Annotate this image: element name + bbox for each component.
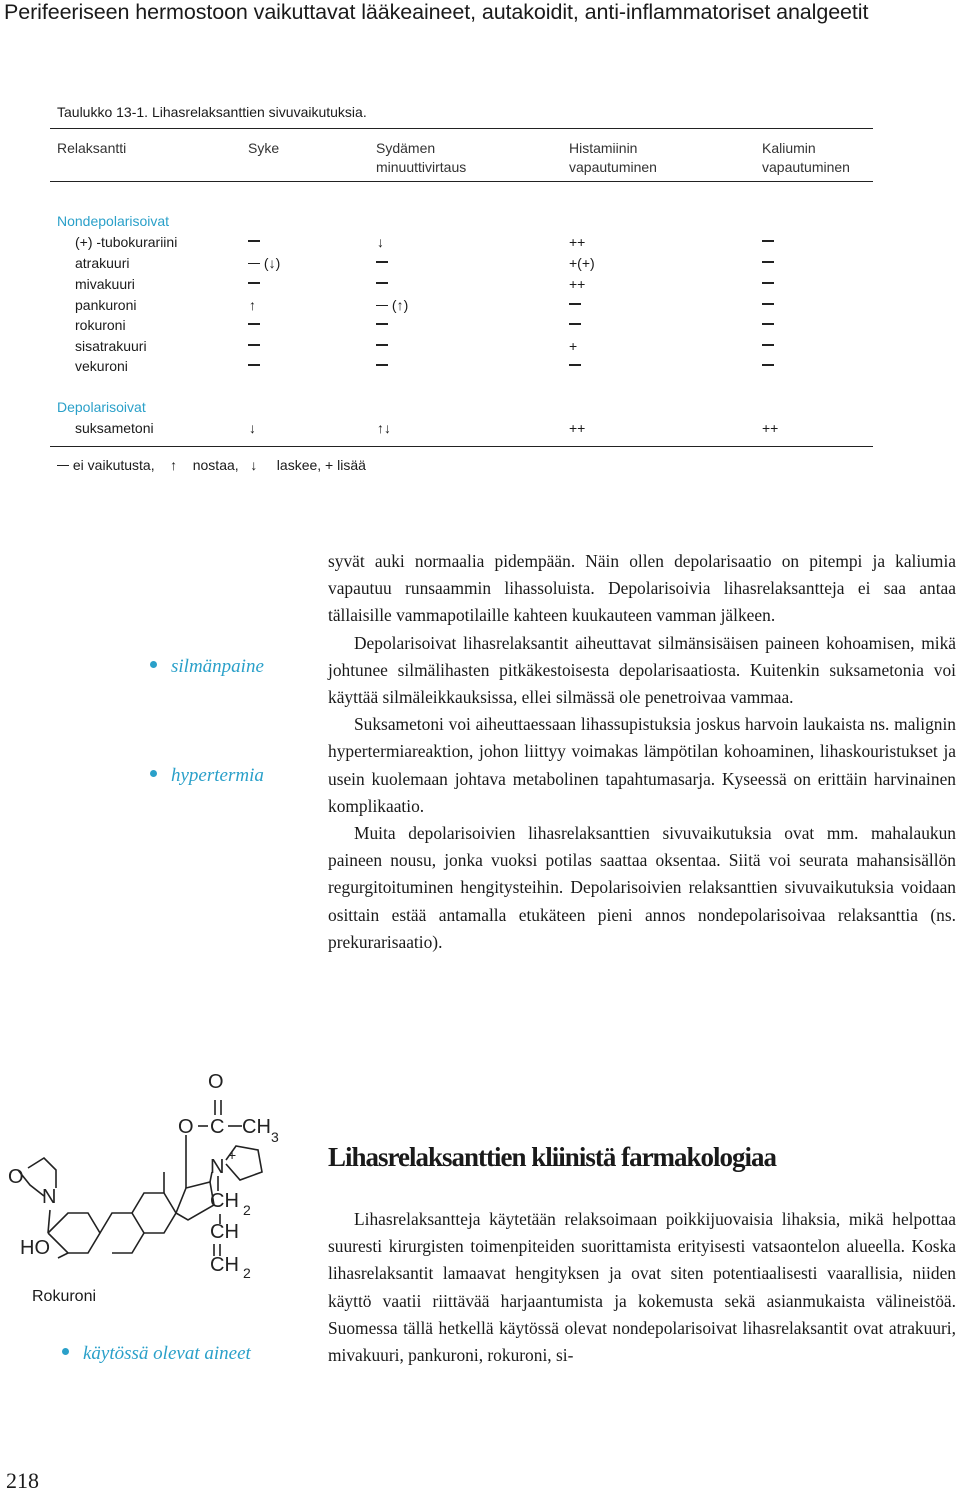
subscript-2b: 2 bbox=[243, 1265, 251, 1281]
atom-ch: CH bbox=[210, 1221, 239, 1243]
up-down-arrows bbox=[377, 418, 391, 438]
kalium-cell bbox=[762, 295, 774, 315]
group-depolarisoivat: Depolarisoivat bbox=[57, 399, 146, 415]
histamiini-cell: + bbox=[569, 338, 578, 354]
paren-open: ( bbox=[263, 255, 269, 271]
no-effect-dash bbox=[57, 465, 69, 467]
no-effect-dash bbox=[762, 261, 774, 263]
header-histamiini bbox=[569, 139, 657, 177]
atom-ch3: CH bbox=[242, 1116, 271, 1138]
syke-cell bbox=[248, 356, 260, 376]
kalium-cell bbox=[762, 356, 774, 376]
paragraph: Lihasrelaksantteja käytetään relaksoimaan poikkijuovaisia lihaksia, mikä helpottaa suuresti kirurgisten toimenpiteiden suorittamista erityisesti vatsaontelon alueella. Koska lihasrelaksantit lamaavat hengityksen ja ovat siten potentiaalisesti vaarallisia, niiden käyttö vaatii riittävää harjaantumista ja kokemusta sekä asianmukaista välineistöä. Suomessa tällä hetkellä käytössä olevat nondepolarisoivat lihasrelaksantit ovat atrakuuri, mivakuuri, pankuroni, rokuroni, si- bbox=[328, 1209, 956, 1366]
up-arrow-icon: ↑ bbox=[396, 297, 404, 313]
atom-o-top: O bbox=[208, 1071, 224, 1093]
subscript-2a: 2 bbox=[243, 1202, 251, 1218]
row-label: mivakuuri bbox=[75, 276, 135, 292]
no-effect-dash bbox=[762, 240, 774, 242]
no-effect-dash bbox=[376, 364, 388, 366]
no-effect-dash bbox=[248, 364, 260, 366]
histamiini-cell bbox=[569, 315, 581, 335]
legend-lisaa: lisää bbox=[337, 457, 366, 473]
histamiini-cell bbox=[569, 295, 581, 315]
down-arrow-icon: ↓ bbox=[377, 234, 384, 250]
margin-note-silmanpaine bbox=[150, 656, 264, 678]
margin-note-text: silmänpaine bbox=[171, 656, 264, 677]
histamiini-cell: ++ bbox=[569, 234, 586, 250]
paragraph: Depolarisoivat lihasrelaksantit aiheuttavat silmänsisäisen paineen kohoamisen, mikä johtunee silmälihasten pitkäkestoisesta depolarisaatiosta. Kuitenkin suksametonia voi käyttää silmäleikkauksissa, ellei silmässä ole penetroivaa vammaa. bbox=[328, 632, 956, 708]
minuuttivirtaus-cell bbox=[376, 356, 388, 376]
atom-o-morpholine: O bbox=[8, 1166, 24, 1188]
margin-note-text: hypertermia bbox=[171, 765, 264, 786]
header-histamiini-line1: Histamiinin bbox=[569, 140, 638, 156]
row-label: rokuroni bbox=[75, 317, 126, 333]
minuuttivirtaus-cell bbox=[376, 295, 408, 315]
kalium-cell: ++ bbox=[762, 420, 779, 436]
margin-note-text: käytössä olevat aineet bbox=[83, 1343, 251, 1364]
body-column-upper bbox=[328, 548, 956, 956]
row-label: suksametoni bbox=[75, 420, 154, 436]
paragraph: Suksametoni voi aiheuttaessaan lihassupistuksia joskus harvoin laukaista ns. malignin hypertermiareaktion, johon liittyy voimakas lämpötilan kohoaminen, lihaskouristukset ja usein kuolemaan johtava metabolinen tapahtumasarja. Kyseessä on erittäin harvinainen komplikaatio. bbox=[328, 714, 956, 816]
table-bottom-rule bbox=[50, 446, 873, 447]
down-arrow-icon: ↓ bbox=[249, 420, 256, 436]
atom-n-plus: N bbox=[210, 1156, 225, 1178]
no-effect-dash bbox=[762, 344, 774, 346]
margin-note-kaytossa bbox=[62, 1343, 251, 1365]
minuuttivirtaus-cell bbox=[376, 274, 388, 294]
page-number: 218 bbox=[6, 1468, 39, 1493]
no-effect-dash bbox=[569, 364, 581, 366]
bullet-icon bbox=[150, 661, 157, 668]
rokuroni-structure-diagram bbox=[0, 1060, 320, 1290]
no-effect-dash bbox=[376, 261, 388, 263]
kalium-cell bbox=[762, 274, 774, 294]
syke-cell bbox=[248, 232, 260, 252]
legend-ei: ei vaikutusta, bbox=[72, 457, 155, 473]
header-minuuttivirtaus bbox=[376, 139, 466, 177]
no-effect-dash bbox=[762, 364, 774, 366]
no-effect-dash bbox=[376, 282, 388, 284]
kalium-cell bbox=[762, 336, 774, 356]
header-histamiini-line2: vapautuminen bbox=[569, 159, 657, 175]
group-nondepolarisoivat: Nondepolarisoivat bbox=[57, 213, 170, 229]
table-caption: Taulukko 13-1. Lihasrelaksanttien sivuvaikutuksia. bbox=[57, 104, 367, 120]
atom-ch2-b: CH bbox=[210, 1254, 239, 1276]
paragraph: Muita depolarisoivien lihasrelaksanttien sivuvaikutuksia ovat mm. mahalaukun paineen nousu, jonka vuoksi potilas saattaa oksentaa. Siitä voi seurata mahansisällön regurgitoituminen hengitysteihin. Depolarisoivien relaksanttien sivuvaikutuksia voidaan osittain estää antamalla etukäteen pieni annos nondepolarisoivaa relaksanttia (ns. prekurarisaatio). bbox=[328, 823, 956, 952]
no-effect-dash bbox=[376, 305, 388, 307]
atom-o-ester: O bbox=[178, 1116, 194, 1138]
running-head: Perifeeriseen hermostoon vaikuttavat lääkeaineet, autakoidit, anti-inflammatoriset analgeetit bbox=[4, 0, 869, 24]
bullet-icon bbox=[150, 770, 157, 777]
table-legend bbox=[57, 457, 366, 473]
paren-close: ) bbox=[403, 297, 409, 313]
histamiini-cell: +(+) bbox=[569, 255, 595, 271]
margin-note-hypertermia bbox=[150, 765, 264, 787]
no-effect-dash bbox=[762, 282, 774, 284]
syke-cell bbox=[248, 336, 260, 356]
kalium-cell bbox=[762, 315, 774, 335]
row-label: (+) -tubokurariini bbox=[75, 234, 178, 250]
charge-plus: + bbox=[228, 1147, 237, 1163]
no-effect-dash bbox=[248, 282, 260, 284]
no-effect-dash bbox=[762, 303, 774, 305]
atom-c-ester: C bbox=[210, 1116, 225, 1138]
down-arrow-icon: ↓ bbox=[384, 420, 391, 436]
atom-ho: HO bbox=[20, 1237, 50, 1259]
legend-nostaa: nostaa, bbox=[192, 457, 239, 473]
header-syke: Syke bbox=[248, 140, 280, 156]
subscript-3: 3 bbox=[271, 1129, 279, 1145]
minuuttivirtaus-cell bbox=[376, 336, 388, 356]
table-header-rule bbox=[50, 181, 873, 182]
up-arrow-icon: ↑ bbox=[377, 420, 384, 436]
atom-ch2-a: CH bbox=[210, 1190, 239, 1212]
up-arrow-icon: ↑ bbox=[170, 457, 178, 473]
minuuttivirtaus-cell bbox=[376, 315, 388, 335]
no-effect-dash bbox=[248, 323, 260, 325]
histamiini-cell: ++ bbox=[569, 420, 586, 436]
kalium-cell bbox=[762, 232, 774, 252]
row-label: sisatrakuuri bbox=[75, 338, 147, 354]
no-effect-dash bbox=[376, 344, 388, 346]
legend-plus: + bbox=[325, 457, 334, 473]
syke-cell bbox=[248, 274, 260, 294]
bullet-icon bbox=[62, 1348, 69, 1355]
no-effect-dash bbox=[248, 344, 260, 346]
table-top-rule bbox=[50, 128, 873, 129]
no-effect-dash bbox=[762, 323, 774, 325]
paren-close: ) bbox=[275, 255, 281, 271]
no-effect-dash bbox=[569, 323, 581, 325]
syke-cell bbox=[248, 253, 280, 273]
down-arrow-icon: ↓ bbox=[268, 255, 276, 271]
header-minuuttivirtaus-line1: Sydämen bbox=[376, 140, 436, 156]
kalium-cell bbox=[762, 253, 774, 273]
up-arrow-icon: ↑ bbox=[249, 297, 256, 313]
histamiini-cell bbox=[569, 356, 581, 376]
row-label: pankuroni bbox=[75, 297, 137, 313]
header-kalium bbox=[762, 139, 850, 177]
legend-laskee: laskee, bbox=[276, 457, 322, 473]
header-minuuttivirtaus-line2: minuuttivirtaus bbox=[376, 159, 467, 175]
structure-label: Rokuroni bbox=[32, 1288, 97, 1305]
minuuttivirtaus-cell bbox=[376, 253, 388, 273]
down-arrow-icon: ↓ bbox=[250, 457, 258, 473]
paren-open: ( bbox=[391, 297, 397, 313]
header-relaksantti: Relaksantti bbox=[57, 140, 127, 156]
syke-cell bbox=[248, 315, 260, 335]
section-heading: Lihasrelaksanttien kliinistä farmakologiaa bbox=[328, 1142, 777, 1172]
histamiini-cell: ++ bbox=[569, 276, 586, 292]
row-label: atrakuuri bbox=[75, 255, 130, 271]
row-label: vekuroni bbox=[75, 358, 128, 374]
no-effect-dash bbox=[248, 263, 260, 265]
header-kalium-line2: vapautuminen bbox=[762, 159, 850, 175]
no-effect-dash bbox=[248, 240, 260, 242]
header-kalium-line1: Kaliumin bbox=[762, 140, 816, 156]
body-column-lower bbox=[328, 1206, 956, 1369]
no-effect-dash bbox=[569, 303, 581, 305]
atom-n-morpholine: N bbox=[42, 1186, 57, 1208]
paragraph: syvät auki normaalia pidempään. Näin ollen depolarisaatio on pitempi ja kaliumia vapautuu runsaammin lihassoluista. Depolarisoivia lihasrelaksantteja ei saa antaa tällaisille vammapotilaille kahteen kuukauteen vamman jälkeen. bbox=[328, 551, 956, 626]
no-effect-dash bbox=[376, 323, 388, 325]
